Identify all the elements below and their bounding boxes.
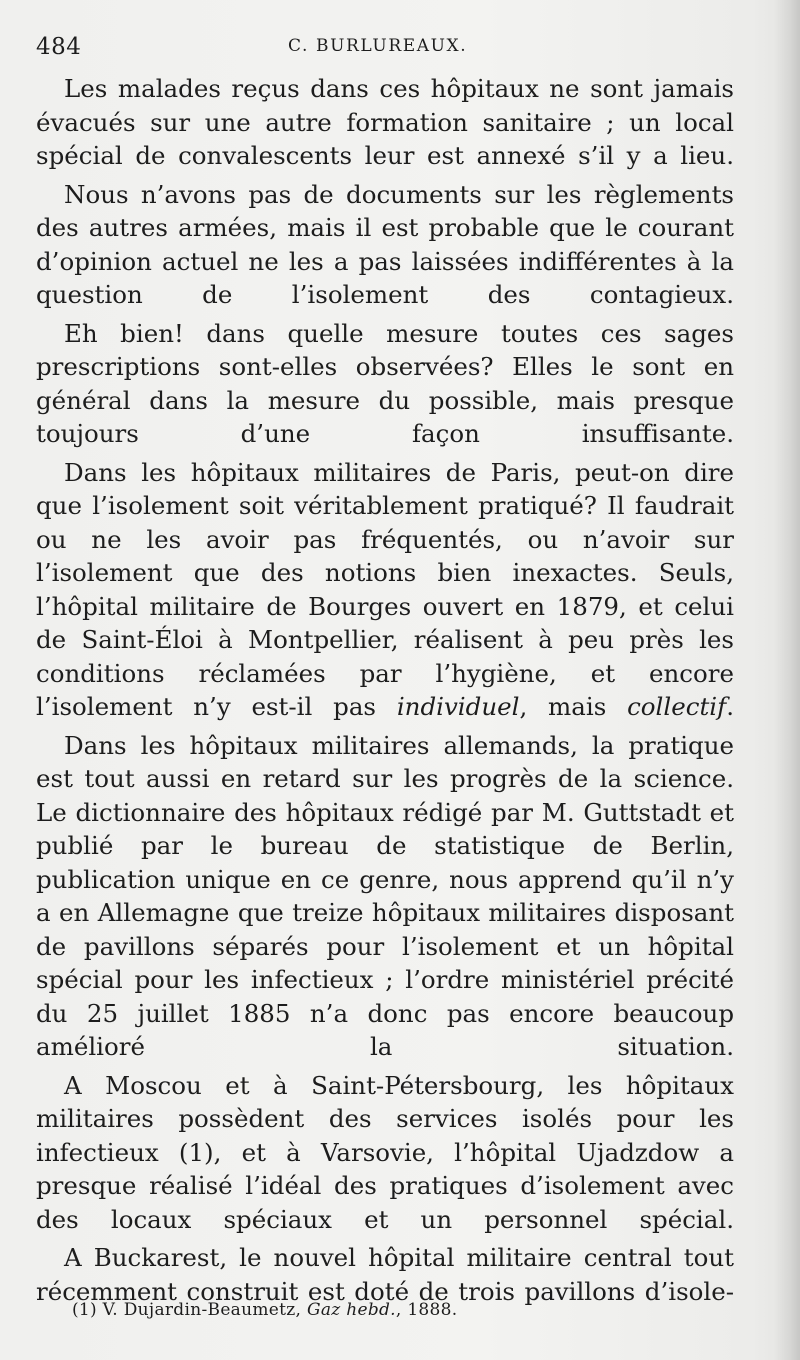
italic-individuel: individuel <box>396 692 520 721</box>
paragraph-5: Dans les hôpitaux militaires allemands, la pratique est tout aussi en retard sur les progrès de la science. Le dictionnaire des hôpitaux rédigé par M. Guttstadt et publié par le bureau de statistique de Berlin, publication unique en ce genre, nous apprend qu’il n’y a en Allemagne que treize hôpitaux militaires disposant de pavillons séparés pour l’isolement et un hôpital spécial pour les infectieux ; l’ordre ministériel précité du 25 juillet 1885 n’a donc pas encore beaucoup amélioré la situation. <box>36 730 734 1061</box>
running-head: C. BURLUREAUX. <box>288 36 468 56</box>
paragraph-7: A Buckarest, le nouvel hôpital militaire central tout récemment construit est doté de trois pavillons d’isole- <box>36 1243 734 1306</box>
page-edge-shadow <box>774 0 800 1360</box>
paragraph-3: Eh bien! dans quelle mesure toutes ces sages prescriptions sont-elles observées? Elles le sont en général dans la mesure du possible, mais presque toujours d’une façon insuffisante. <box>36 318 734 448</box>
paragraph-4-end: . <box>726 692 734 721</box>
paragraph-4 <box>36 456 734 724</box>
paragraph-4-joiner: , mais <box>519 692 628 721</box>
paragraph-6: A Moscou et à Saint-Pétersbourg, les hôpitaux militaires possèdent des services isolés pour les infectieux (1), et à Varsovie, l’hôpital Ujadzdow a presque réalisé l’idéal des pratiques d’isolement avec des locaux spéciaux et un personnel spécial. <box>36 1070 734 1234</box>
footnote-journal: Gaz hebd. <box>306 1300 396 1320</box>
page-number: 484 <box>36 34 82 60</box>
paragraph-2: Nous n’avons pas de documents sur les règlements des autres armées, mais il est probable que le courant d’opinion actuel ne les a pas laissées indifférentes à la question de l’isolement des contagieux. <box>36 179 734 309</box>
italic-collectif: collectif <box>627 692 727 721</box>
page-header <box>36 34 740 64</box>
body-text <box>36 72 734 1313</box>
footnote-suffix: , 1888. <box>395 1300 458 1320</box>
footnote <box>72 1300 457 1320</box>
paragraph-4-text: Dans les hôpitaux militaires de Paris, peut-on dire que l’isolement soit véritablement pratiqué? Il faudrait ou ne les avoir pas fréquentés, ou n’avoir sur l’isolement que des notions bien inexactes. Seuls, l’hôpital militaire de Bourges ouvert en 1879, et celui de Saint-Éloi à Montpellier, réalisent à peu près les conditions réclamées par l’hygiène, et encore l’isolement n’y est-il pas <box>36 457 734 721</box>
footnote-prefix: (1) V. Dujardin-Beaumetz, <box>72 1300 307 1320</box>
paragraph-1: Les malades reçus dans ces hôpitaux ne sont jamais évacués sur une autre formation sanitaire ; un local spécial de convalescents leur est annexé s’il y a lieu. <box>36 74 734 170</box>
